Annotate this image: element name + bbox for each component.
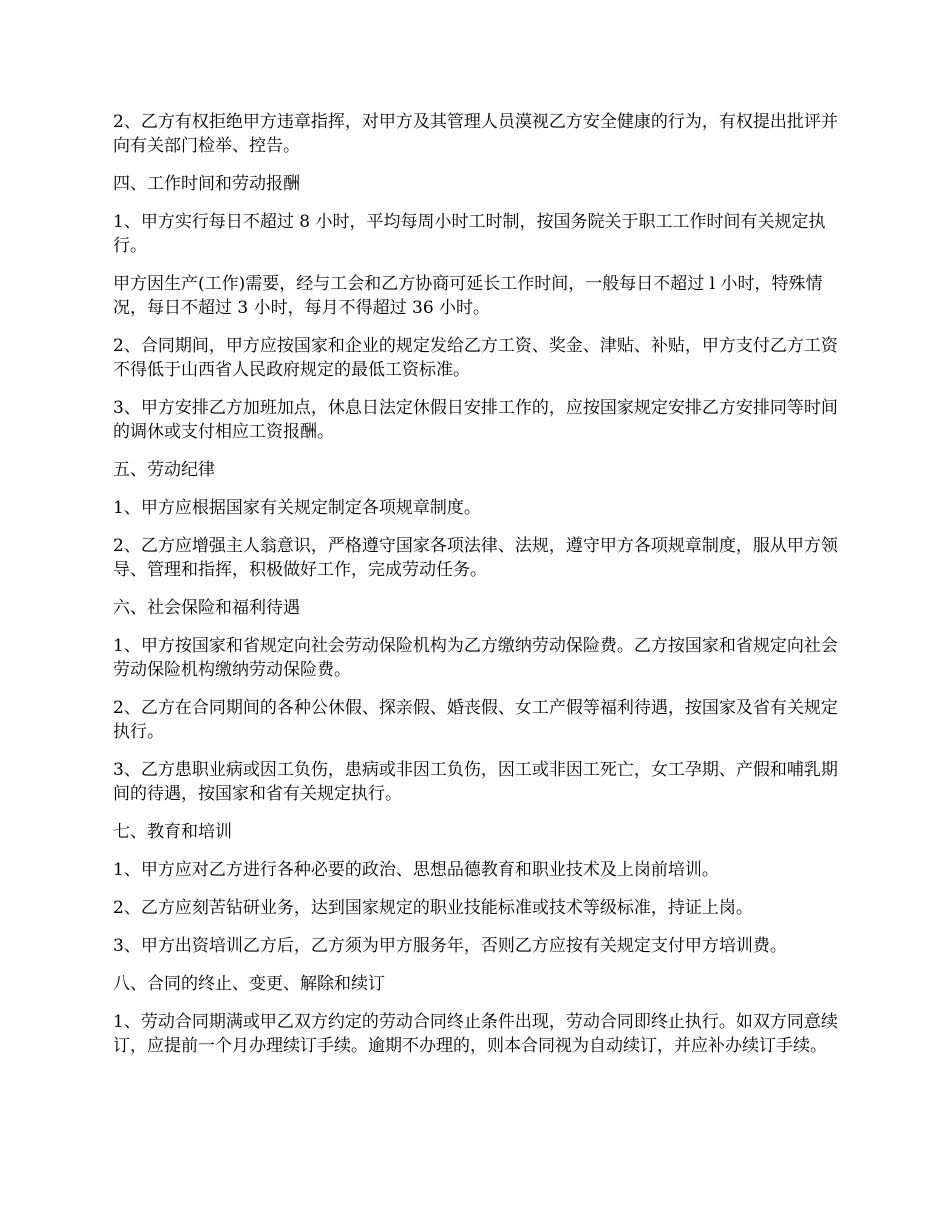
section-heading-working-hours: 四、工作时间和劳动报酬 xyxy=(113,174,300,194)
section-heading-social-insurance: 六、社会保险和福利待遇 xyxy=(113,598,300,618)
paragraph-working-hours-1: 1、甲方实行每日不超过 8 小时，平均每周小时工时制，按国务院关于职工工作时间有关规定执行。 xyxy=(113,212,826,256)
section-heading-education-training: 七、教育和培训 xyxy=(113,822,232,842)
paragraph-employee-obligations: 2、乙方应增强主人翁意识，严格遵守国家各项法律、法规，遵守甲方各项规章制度，服从甲方领导、管理和指挥，积极做好工作，完成劳动任务。 xyxy=(113,536,838,580)
paragraph-rules-and-regulations: 1、甲方应根据国家有关规定制定各项规章制度。 xyxy=(113,498,481,518)
paragraph-training-provision: 1、甲方应对乙方进行各种必要的政治、思想品德教育和职业技术及上岗前培训。 xyxy=(113,860,719,880)
paragraph-leave-benefits: 2、乙方在合同期间的各种公休假、探亲假、婚丧假、女工产假等福利待遇，按国家及省有关规定执行。 xyxy=(113,698,838,742)
paragraph-skill-standards: 2、乙方应刻苦钻研业务，达到国家规定的职业技能标准或技术等级标准，持证上岗。 xyxy=(113,898,753,918)
section-heading-contract-termination: 八、合同的终止、变更、解除和续订 xyxy=(113,974,385,994)
document-body xyxy=(113,110,843,1072)
paragraph-wages: 2、合同期间，甲方应按国家和企业的规定发给乙方工资、奖金、津贴、补贴，甲方支付乙方工资不得低于山西省人民政府规定的最低工资标准。 xyxy=(113,336,838,380)
paragraph-overtime-limits: 甲方因生产(工作)需要，经与工会和乙方协商可延长工作时间，一般每日不超过 l 小时，特殊情况，每日不超过 3 小时，每月不得超过 36 小时。 xyxy=(113,274,823,318)
paragraph-training-cost: 3、甲方出资培训乙方后，乙方须为甲方服务年，否则乙方应按有关规定支付甲方培训费。 xyxy=(113,936,787,956)
paragraph-insurance-payment: 1、甲方按国家和省规定向社会劳动保险机构为乙方缴纳劳动保险费。乙方按国家和省规定向社会劳动保险机构缴纳劳动保险费。 xyxy=(113,636,838,680)
paragraph-injury-illness-benefits: 3、乙方患职业病或因工负伤，患病或非因工负伤，因工或非因工死亡，女工孕期、产假和哺乳期间的待遇，按国家和省有关规定执行。 xyxy=(113,760,838,804)
paragraph-contract-expiry-renewal: 1、劳动合同期满或甲乙双方约定的劳动合同终止条件出现，劳动合同即终止执行。如双方同意续订，应提前一个月办理续订手续。逾期不办理的，则本合同视为自动续订，并应补办续订手续。 xyxy=(113,1012,838,1056)
paragraph-overtime-compensation: 3、甲方安排乙方加班加点，休息日法定休假日安排工作的，应按国家规定安排乙方安排同等时间的调休或支付相应工资报酬。 xyxy=(113,398,838,442)
section-heading-labor-discipline: 五、劳动纪律 xyxy=(113,460,215,480)
paragraph-right-to-refuse: 2、乙方有权拒绝甲方违章指挥，对甲方及其管理人员漠视乙方安全健康的行为，有权提出批评并向有关部门检举、控告。 xyxy=(113,112,838,156)
